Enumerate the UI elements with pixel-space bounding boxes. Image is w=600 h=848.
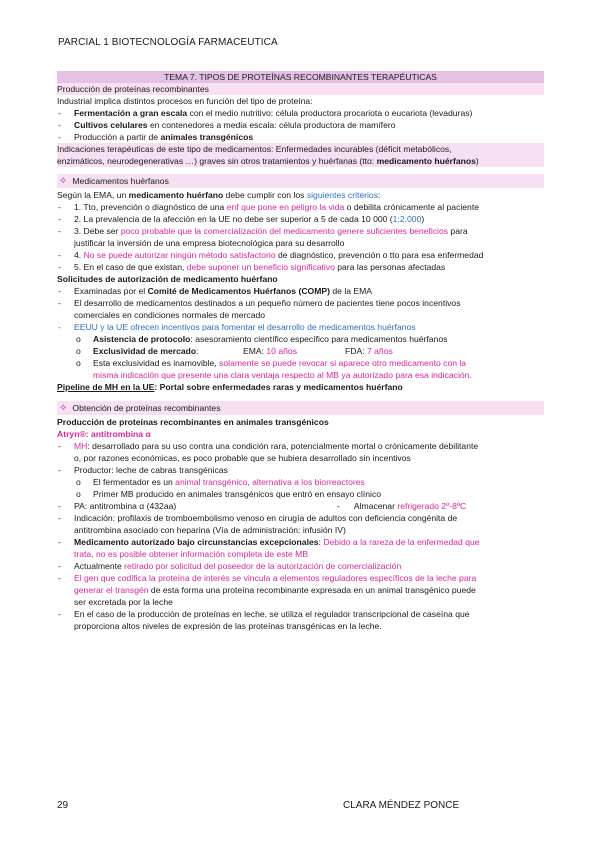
section-header-obtention: ✧ Obtención de proteínas recombinantes	[57, 401, 544, 415]
page-header: PARCIAL 1 BIOTECNOLOGÍA FARMACEUTICA	[58, 37, 278, 48]
sub-item-exclusivity: o Exclusividad de mercado: EMA: 10 años FDA: 7 años	[76, 346, 393, 356]
topic-title-bar	[57, 71, 544, 83]
list-item: - Productor: leche de cabras transgénicas	[57, 464, 544, 476]
sparkle-icon: ✧	[59, 176, 68, 187]
intro-text: Industrial implica distintos procesos en función del tipo de proteína:	[57, 96, 313, 106]
list-item: - Producción a partir de animales transgénicos	[57, 131, 544, 143]
indications-box	[57, 143, 544, 167]
page-number: 29	[57, 800, 69, 811]
section-header-orphan: ✧ Medicamentos huérfanos	[57, 174, 544, 188]
list-item: - MH: desarrollado para su uso contra una condición rara, potencialmente mortal o crónicamente debilitante o, por razones económicas, es poco probable que se hubiera desarrollado sin incentivos	[57, 440, 544, 464]
footer-author: CLARA MÉNDEZ PONCE	[343, 800, 460, 811]
criteria-item: - 4. No se puede autorizar ningún método satisfactorio de diagnóstico, prevención o tto para esa enfermedad	[57, 249, 544, 261]
list-item-pa: - PA: antitrombina α (432aa) - Almacenar refrigerado 2º-8ºC	[57, 500, 544, 512]
subheading-transgenic: Producción de proteínas recombinantes en animales transgénicos	[57, 417, 329, 427]
atryn-heading: Atryn®: antitrombina α	[57, 429, 151, 439]
criteria-item: - 1. Tto, prevención o diagnóstico de una enf que pone en peligro la vida o debilita crónicamente al paciente	[57, 201, 544, 213]
sparkle-icon: ✧	[59, 403, 68, 414]
list-item: - El gen que codifica la proteína de interés se vincula a elementos reguladores específicos de la leche para generar el transgén de esta forma una proteína recombinante expresada en un animal transgénico puede ser excretada por la leche	[57, 572, 544, 608]
indications-line: Indicaciones terapéuticas de este tipo de medicamentos: Enfermedades incurables (déficit metabólicos,	[57, 144, 452, 154]
sub-item: o Primer MB producido en animales transgénicos que entró en ensayo clínico	[76, 489, 382, 499]
list-item: - EEUU y la UE ofrecen incentivos para fomentar el desarrollo de medicamentos huérfanos	[57, 321, 544, 333]
subheading-production: Producción de proteínas recombinantes	[57, 83, 544, 95]
topic-title: TEMA 7. TIPOS DE PROTEÍNAS RECOMBINANTES TERAPÉUTICAS	[164, 72, 437, 82]
criteria-item: - 5. En el caso de que existan, debe suponer un beneficio significativo para las personas afectadas	[57, 261, 544, 273]
list-item: - Fermentación a gran escala con el medio nutritivo: célula productora procariota o eucariota (levaduras)	[57, 107, 544, 119]
criteria-item: - 3. Debe ser poco probable que la comercialización del medicamento genere suficientes beneficios para justificar la inversión de una empresa biotecnológica para su desarrollo	[57, 225, 544, 249]
pipeline-line: Pipeline de MH en la UE: Portal sobre enfermedades raras y medicamentos huérfano	[57, 382, 403, 392]
list-item: - Examinadas por el Comité de Medicamentos Huérfanos (COMP) de la EMA	[57, 285, 544, 297]
page-content	[57, 71, 544, 632]
list-item: - En el caso de la producción de proteínas en leche, se utiliza el regulador transcripcional de caseína que proporciona altos niveles de expresión de las proteínas transgénicas en la leche.	[57, 608, 544, 632]
indications-line: enzimáticos, neurodegenerativas …) graves sin otros tratamientos y huérfanas (tto: medicamento huérfanos)	[57, 156, 479, 166]
list-item: - Actualmente retirado por solicitud del poseedor de la autorización de comercialización	[57, 560, 544, 572]
list-item: - Medicamento autorizado bajo circunstancias excepcionales: Debido a la rareza de la enfermedad que trata, no es posible obtener información completa de este MB	[57, 536, 544, 560]
sub-item: o El fermentador es un animal transgénico, alternativa a los biorreactores	[76, 477, 365, 487]
list-item: - Cultivos celulares en contenedores a media escala: célula productora de mamífero	[57, 119, 544, 131]
list-item: - Indicación: profilaxis de tromboembolismo venoso en cirugía de adultos con deficiencia congénita de antitrombina asociado con heparina (Vía de administración: infusión IV)	[57, 512, 544, 536]
criteria-intro: Según la EMA, un medicamento huérfano debe cumplir con los siguientes criterios:	[57, 190, 381, 200]
sub-item: o Esta exclusividad es inamovible, solamente se puede revocar si aparece otro medicamento con la misma indicación que presente una clara ventaja respecto al MB ya autorizado para esa indicación.	[76, 358, 472, 380]
list-item: - El desarrollo de medicamentos destinados a un pequeño número de pacientes tiene pocos incentivos comerciales en condiciones normales de mercado	[57, 297, 544, 321]
subheading-applications: Solicitudes de autorización de medicamento huérfano	[57, 274, 278, 284]
sub-item: o Asistencia de protocolo: asesoramiento científico específico para medicamentos huérfanos	[76, 334, 448, 344]
criteria-item: - 2. La prevalencia de la afección en la UE no debe ser superior a 5 de cada 10 000 (1:2.000)	[57, 213, 544, 225]
